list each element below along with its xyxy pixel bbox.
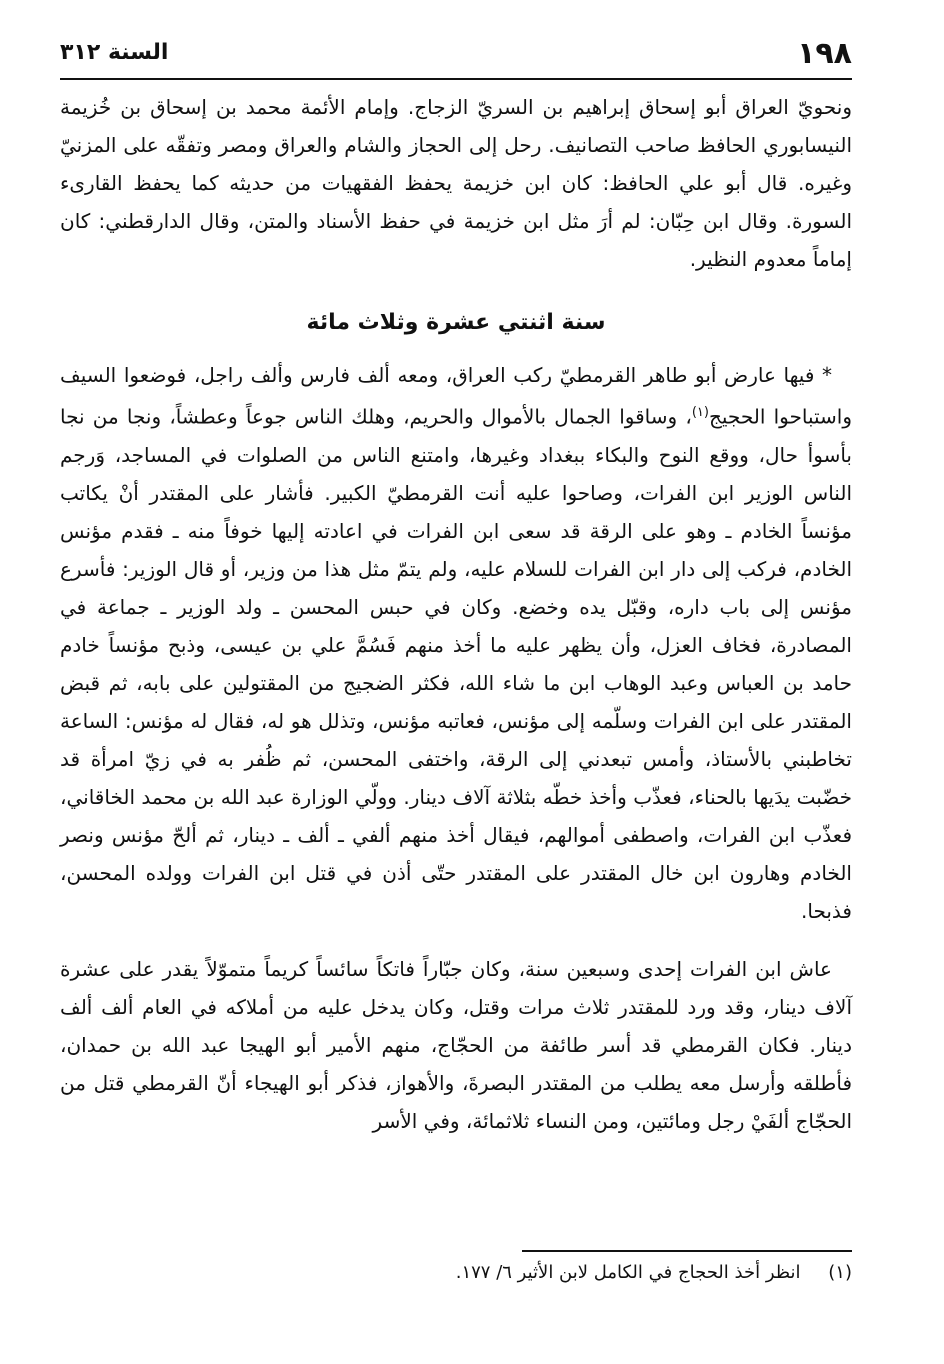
footnote-divider <box>522 1250 852 1252</box>
event-text-start: * فيها عارض أبو طاهر القرمطيّ ركب العراق، ومعه ألف فارس وألف راجل، فوضعوا السيف واستباحوا الحجيج <box>60 363 852 429</box>
page-header <box>60 38 852 80</box>
intro-paragraph: ونحويّ العراق أبو إسحاق إبراهيم بن السريّ الزجاج. وإمام الأئمة محمد بن إسحاق بن خُزيمة النيسابوري الحافظ صاحب التصانيف. رحل إلى الحجاز والشام والعراق ومصر وتفقّه على المزنيّ وغيره. قال أبو علي الحافظ: كان ابن خزيمة يحفظ الفقهيات من حديثه كما يحفظ القارىء السورة. وقال ابن حِبّان: لم أرَ مثل ابن خزيمة في حفظ الأسناد والمتن، وقال الدارقطني: كان إماماً معدوم النظير. <box>60 95 852 271</box>
event-paragraph <box>60 356 852 930</box>
page-number: ١٩٨ <box>797 36 852 71</box>
main-text <box>60 88 852 1140</box>
section-title: سنة اثنتي عشرة وثلاث مائة <box>306 310 606 335</box>
final-paragraph: عاش ابن الفرات إحدى وسبعين سنة، وكان جبّاراً فاتكاً سائساً كريماً متموّلاً يقدر على عشرة آلاف دينار، وقد ورد للمقتدر ثلاث مرات وقتل، وكان يدخل عليه من أملاكه في العام ألف ألف دينار. فكان القرمطي قد أسر طائفة من الحجّاج، منهم الأمير أبو الهيجا عبد الله بن حمدان، فأطلقه وأرسل معه يطلب من المقتدر البصرةَ، والأهواز، فذكر أبو الهيجاء أنّ القرمطي قتل من الحجّاج ألفَيْ رجل ومائتين، ومن النساء ثلاثمائة، وفي الأسر <box>60 956 852 1133</box>
year-label: السنة ٣١٢ <box>60 40 169 65</box>
event-text-rest: ، وساقوا الجمال بالأموال والحريم، وهلك الناس جوعاً وعطشاً، ونجا من نجا بأسوأ حال، ووقع النوح والبكاء ببغداد وغيرها، وامتنع الناس من الصلوات في المساجد، وَرجم الناس الوزير ابن الفرات، وصاحوا عليه أنت القرمطيّ الكبير. فأشار على المقتدر أنْ يكاتب مؤنساً الخادم ـ وهو على الرقة قد سعى ابن الفرات في اعادته إليها خوفاً منه ـ فقدم مؤنس الخادم، فركب إلى دار ابن الفرات للسلام عليه، ولم يتمّ مثل هذا من وزير، أو قال الوزير: فأسرع مؤنس إلى باب داره، وقبّل يده وخضع. وكان في حبس المحسن ـ ولد الوزير ـ جماعة في المصادرة، فخاف العزل، وأن يظهر عليه ما أخذ منهم فَسُمَّ علي بن عيسى، وذبح مؤنساً خادم حامد بن العباس وعبد الوهاب ابن ما شاء الله، فكثر الضجيج من المقتولين على بابه، ثم قبض المقتدر على ابن الفرات وسلّمه إلى مؤنس، فعاتبه مؤنس، وتذلل هو له، فقال له مؤنس: الساعة تخاطبني بالأستاذ، وأمس تبعدني إلى الرقة، واختفى المحسن، ثم ظُفر به في زيّ امرأة قد خضّبت يدَيها بالحناء، فعذّب وأخذ خطّه بثلاثة آلاف دينار. وولّي الوزارة عبد الله بن محمد الخاقاني، فعذّب ابن الفرات، واصطفى أموالهم، فيقال أخذ منهم ألفي ـ ألف ـ دينار، ثم ألحّ مؤنس ونصر الخادم وهارون ابن خال المقتدر على المقتدر حتّى أذن في قتل ابن الفرات وولده المحسن، فذبحا. <box>60 404 852 923</box>
footnote-reference[interactable]: (١) <box>691 405 709 420</box>
footnote <box>60 1262 852 1283</box>
footnote-text: انظر أخذ الحجاج في الكامل لابن الأثير ٦/ ١٧٧. <box>455 1262 801 1283</box>
footnote-number: (١) <box>828 1262 852 1283</box>
